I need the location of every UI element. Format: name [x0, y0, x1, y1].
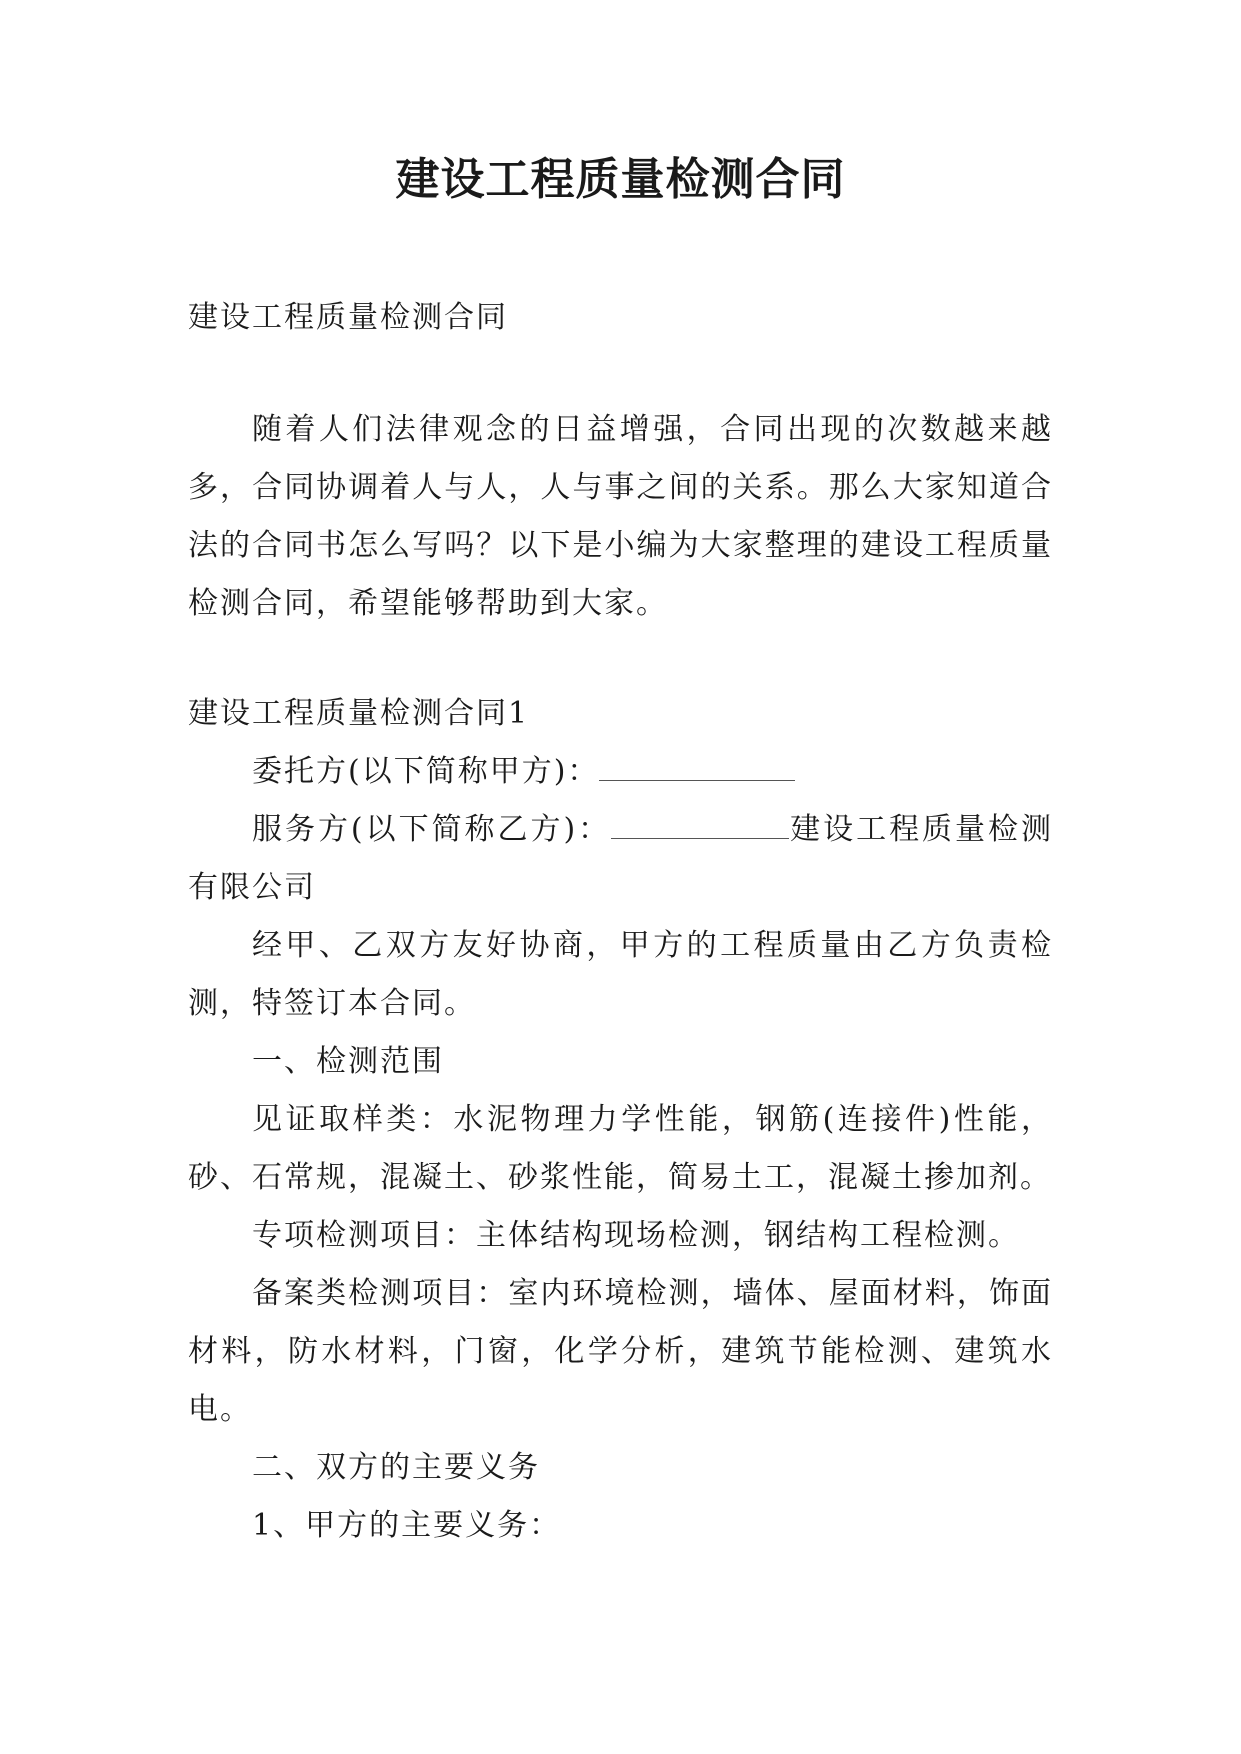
- scope-filing-paragraph: 备案类检测项目：室内环境检测，墙体、屋面材料，饰面材料，防水材料，门窗，化学分析，建筑节能检测、建筑水电。: [188, 1276, 1053, 1427]
- party-a-obligations-heading: 1、甲方的主要义务：: [252, 1508, 562, 1543]
- document-title: 建设工程质量检测合同: [395, 154, 846, 205]
- intro-paragraph: 随着人们法律观念的日益增强，合同出现的次数越来越多，合同协调着人与人，人与事之间的关系。那么大家知道合法的合同书怎么写吗？以下是小编为大家整理的建设工程质量检测合同，希望能够帮助到大家。: [188, 412, 1053, 621]
- scope-sampling-paragraph: 见证取样类：水泥物理力学性能，钢筋(连接件)性能，砂、石常规，混凝土、砂浆性能，简易土工，混凝土掺加剂。: [188, 1102, 1053, 1195]
- agreement-paragraph: 经甲、乙双方友好协商，甲方的工程质量由乙方负责检测，特签订本合同。: [188, 928, 1053, 1021]
- party-a-label: 委托方(以下简称甲方)：: [252, 754, 600, 789]
- party-b-blank: [611, 812, 789, 839]
- scope-special-paragraph: 专项检测项目：主体结构现场检测，钢结构工程检测。: [252, 1218, 1020, 1253]
- document-body: [188, 289, 1053, 1555]
- obligations-heading: 二、双方的主要义务: [252, 1450, 540, 1485]
- document-subtitle: 建设工程质量检测合同: [188, 300, 508, 335]
- scope-heading: 一、检测范围: [252, 1044, 444, 1079]
- party-b-name: 建设工程质量检测有限公司: [188, 812, 1053, 905]
- party-b-label: 服务方(以下简称乙方)：: [252, 812, 612, 847]
- party-a-line: [188, 743, 1053, 801]
- party-a-blank: [599, 754, 795, 781]
- party-b-line: [188, 801, 1053, 917]
- section-heading: 建设工程质量检测合同1: [188, 696, 530, 731]
